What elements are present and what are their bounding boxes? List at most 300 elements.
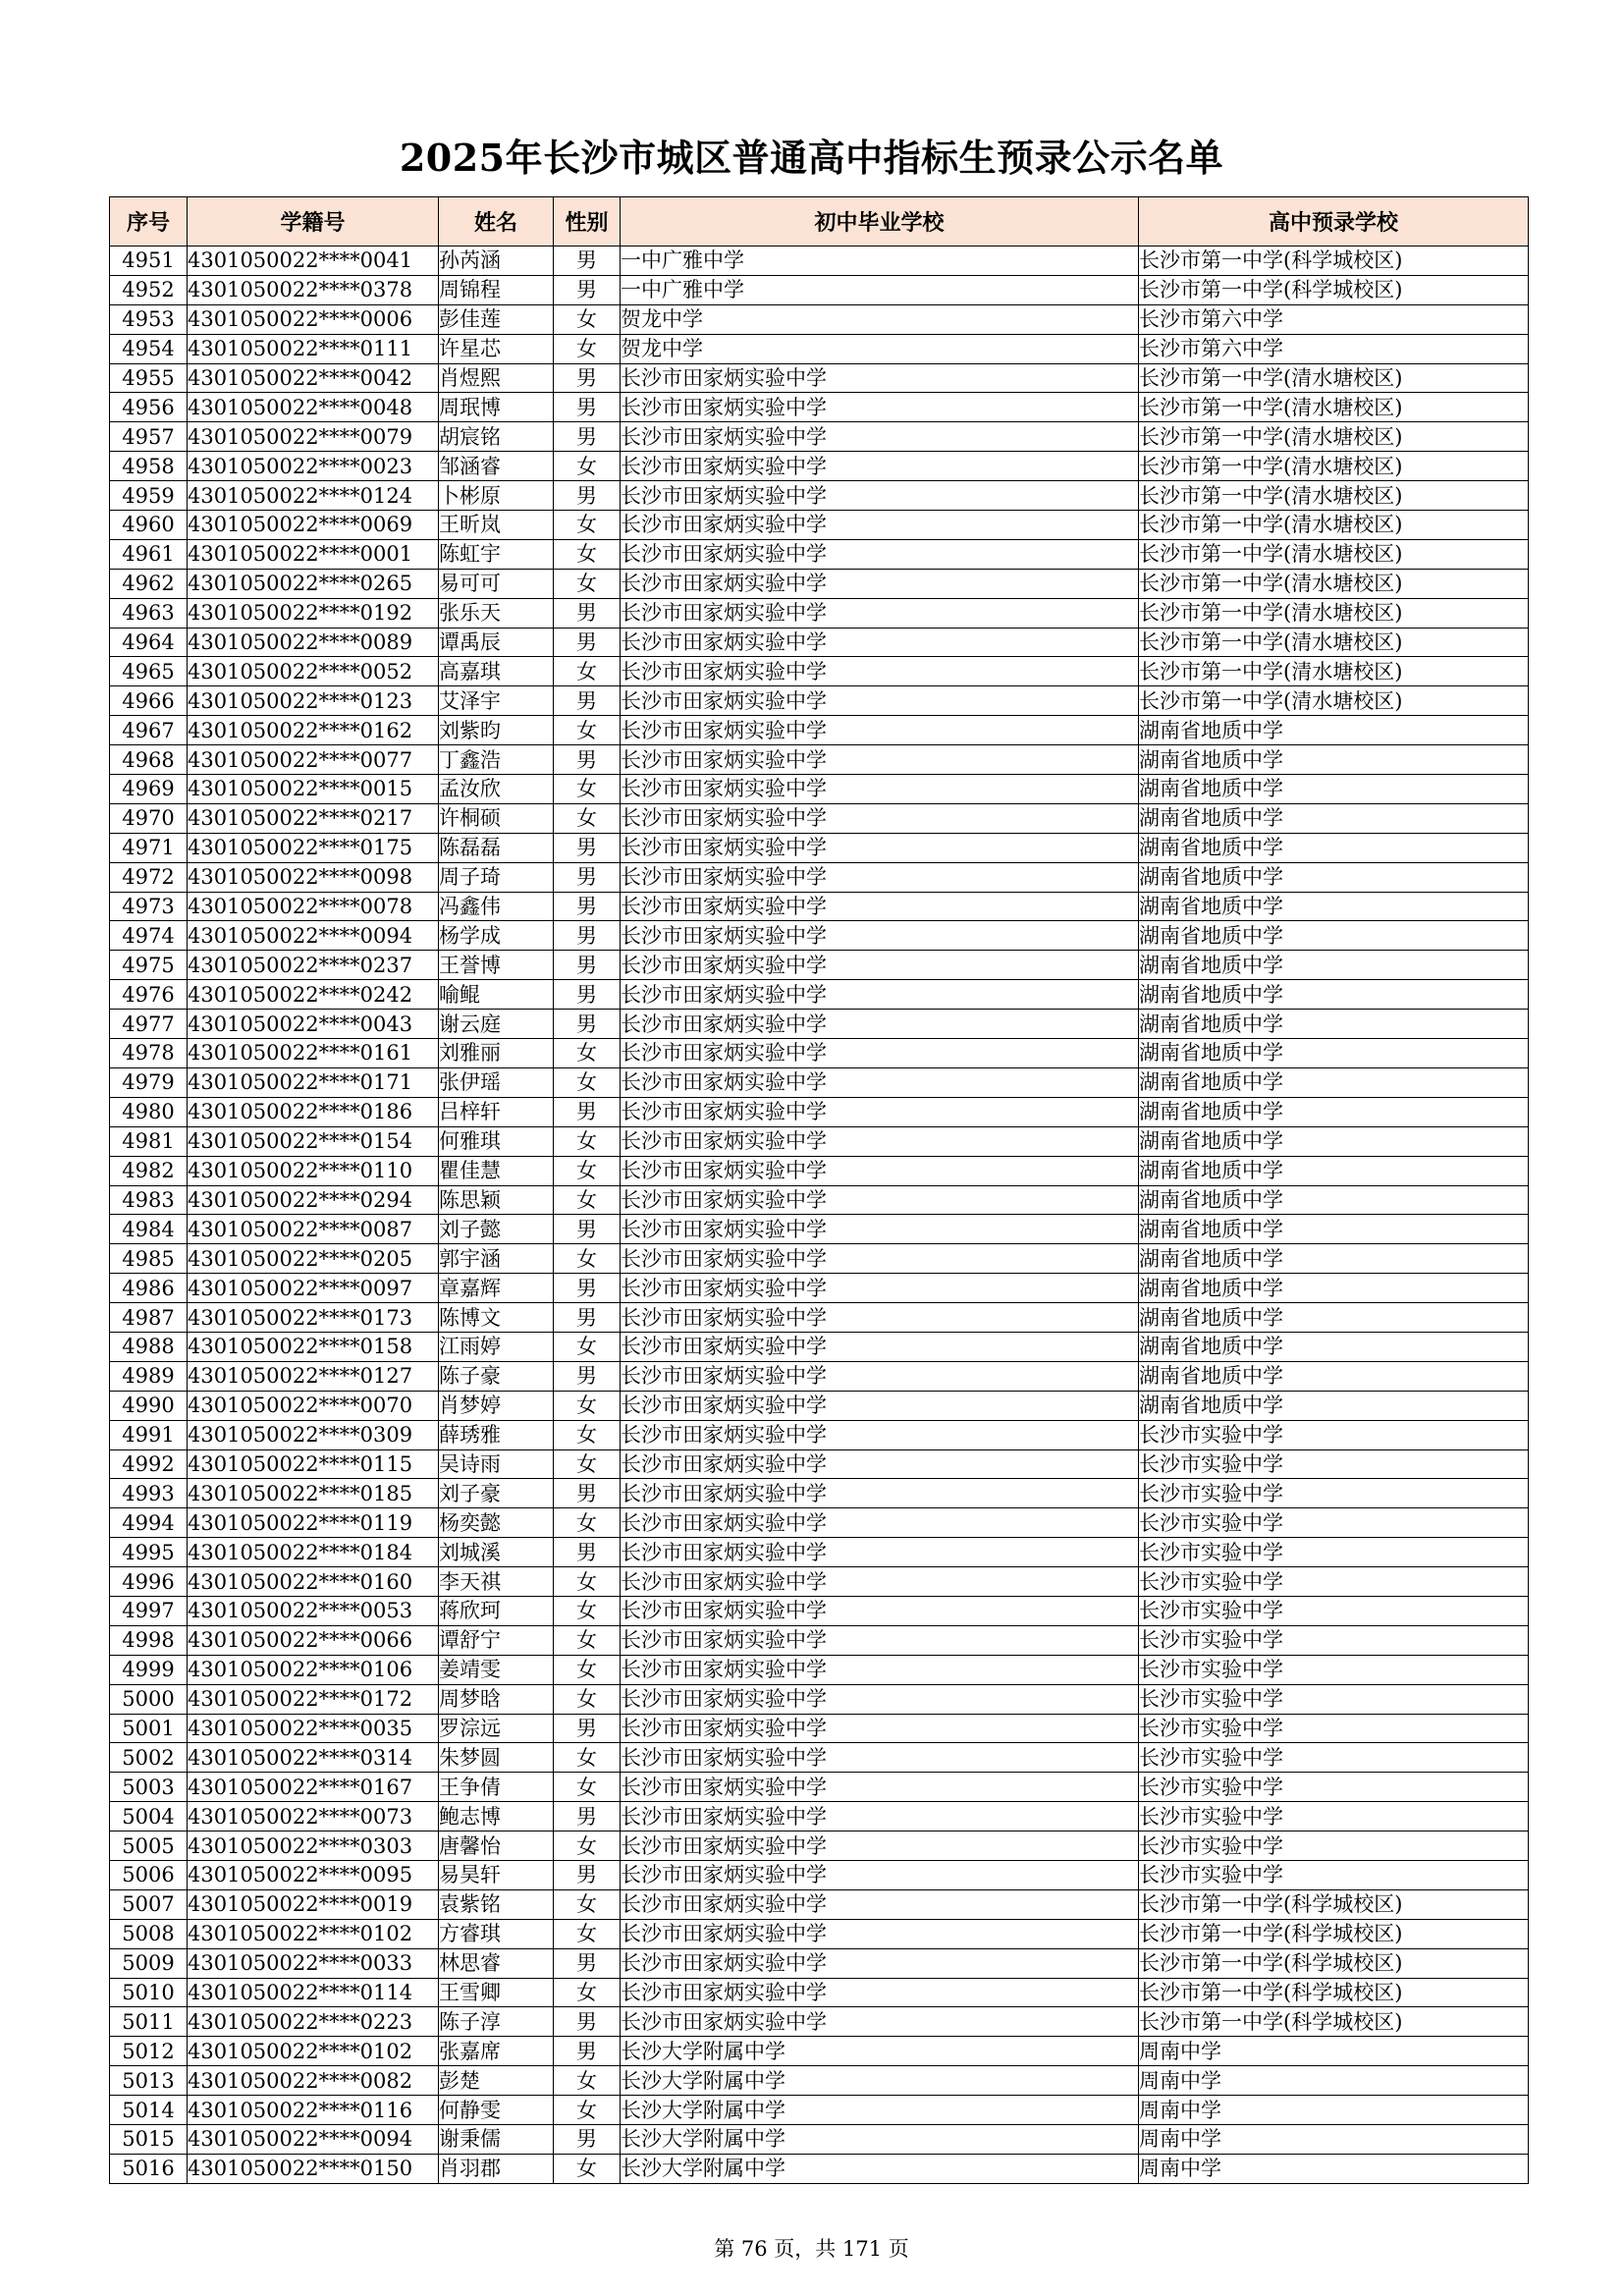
table-row	[110, 1449, 1529, 1479]
cell-high-school: 湖南省地质中学	[1139, 892, 1529, 921]
cell-student-id: 4301050022****0294	[188, 1185, 439, 1215]
cell-name: 陈子豪	[439, 1361, 554, 1391]
cell-middle-school: 长沙市田家炳实验中学	[621, 1773, 1139, 1802]
cell-name: 周珉博	[439, 393, 554, 422]
cell-seq: 4985	[110, 1244, 188, 1274]
cell-student-id: 4301050022****0079	[188, 422, 439, 452]
cell-student-id: 4301050022****0150	[188, 2154, 439, 2183]
cell-middle-school: 长沙市田家炳实验中学	[621, 628, 1139, 657]
cell-student-id: 4301050022****0111	[188, 334, 439, 363]
cell-student-id: 4301050022****0082	[188, 2066, 439, 2096]
cell-name: 鲍志博	[439, 1802, 554, 1831]
cell-middle-school: 长沙市田家炳实验中学	[621, 1831, 1139, 1861]
cell-student-id: 4301050022****0172	[188, 1684, 439, 1714]
cell-student-id: 4301050022****0127	[188, 1361, 439, 1391]
cell-student-id: 4301050022****0070	[188, 1391, 439, 1420]
cell-seq: 4954	[110, 334, 188, 363]
cell-gender: 男	[554, 363, 621, 393]
table-row	[110, 1067, 1529, 1097]
cell-name: 朱梦圆	[439, 1743, 554, 1773]
cell-seq: 4951	[110, 246, 188, 276]
cell-student-id: 4301050022****0124	[188, 481, 439, 511]
table-row	[110, 833, 1529, 862]
table-row	[110, 745, 1529, 775]
cell-gender: 男	[554, 1802, 621, 1831]
table-row	[110, 1215, 1529, 1244]
cell-high-school: 长沙市第一中学(科学城校区)	[1139, 1889, 1529, 1919]
table-row	[110, 1479, 1529, 1508]
cell-high-school: 湖南省地质中学	[1139, 921, 1529, 951]
cell-gender: 男	[554, 2007, 621, 2037]
cell-name: 艾泽宇	[439, 686, 554, 716]
cell-name: 谭舒宁	[439, 1625, 554, 1655]
cell-seq: 4955	[110, 363, 188, 393]
cell-student-id: 4301050022****0154	[188, 1126, 439, 1156]
cell-gender: 女	[554, 2154, 621, 2183]
cell-name: 刘紫昀	[439, 716, 554, 745]
cell-gender: 女	[554, 657, 621, 686]
cell-gender: 男	[554, 833, 621, 862]
cell-student-id: 4301050022****0098	[188, 862, 439, 892]
cell-gender: 女	[554, 1978, 621, 2007]
cell-seq: 5010	[110, 1978, 188, 2007]
cell-name: 周锦程	[439, 275, 554, 304]
cell-high-school: 长沙市第一中学(清水塘校区)	[1139, 481, 1529, 511]
cell-high-school: 长沙市第一中学(清水塘校区)	[1139, 686, 1529, 716]
cell-name: 罗淙远	[439, 1714, 554, 1743]
cell-seq: 4969	[110, 775, 188, 804]
cell-gender: 女	[554, 1567, 621, 1597]
cell-student-id: 4301050022****0123	[188, 686, 439, 716]
cell-seq: 5012	[110, 2037, 188, 2066]
cell-middle-school: 长沙市田家炳实验中学	[621, 452, 1139, 481]
cell-name: 谭禹辰	[439, 628, 554, 657]
cell-seq: 5013	[110, 2066, 188, 2096]
cell-gender: 男	[554, 2125, 621, 2155]
cell-student-id: 4301050022****0167	[188, 1773, 439, 1802]
cell-seq: 5009	[110, 1948, 188, 1978]
cell-student-id: 4301050022****0053	[188, 1596, 439, 1625]
cell-middle-school: 长沙市田家炳实验中学	[621, 363, 1139, 393]
cell-name: 薛琇雅	[439, 1420, 554, 1449]
cell-gender: 男	[554, 1538, 621, 1567]
cell-seq: 4994	[110, 1508, 188, 1538]
cell-name: 瞿佳慧	[439, 1156, 554, 1185]
cell-gender: 男	[554, 862, 621, 892]
cell-middle-school: 长沙市田家炳实验中学	[621, 1185, 1139, 1215]
cell-middle-school: 长沙市田家炳实验中学	[621, 716, 1139, 745]
table-row	[110, 1919, 1529, 1948]
cell-high-school: 湖南省地质中学	[1139, 951, 1529, 980]
cell-seq: 5011	[110, 2007, 188, 2037]
cell-middle-school: 一中广雅中学	[621, 246, 1139, 276]
header-gender: 性别	[554, 197, 621, 246]
cell-high-school: 湖南省地质中学	[1139, 745, 1529, 775]
cell-high-school: 湖南省地质中学	[1139, 1303, 1529, 1333]
cell-name: 冯鑫伟	[439, 892, 554, 921]
cell-name: 张嘉席	[439, 2037, 554, 2066]
cell-middle-school: 长沙市田家炳实验中学	[621, 1449, 1139, 1479]
cell-high-school: 湖南省地质中学	[1139, 716, 1529, 745]
cell-high-school: 长沙市第一中学(科学城校区)	[1139, 246, 1529, 276]
table-row	[110, 511, 1529, 540]
cell-student-id: 4301050022****0019	[188, 1889, 439, 1919]
cell-middle-school: 长沙市田家炳实验中学	[621, 1420, 1139, 1449]
cell-gender: 男	[554, 1479, 621, 1508]
cell-student-id: 4301050022****0116	[188, 2096, 439, 2125]
cell-gender: 女	[554, 569, 621, 598]
cell-high-school: 长沙市第一中学(清水塘校区)	[1139, 393, 1529, 422]
cell-middle-school: 长沙市田家炳实验中学	[621, 1596, 1139, 1625]
cell-high-school: 湖南省地质中学	[1139, 1185, 1529, 1215]
cell-gender: 女	[554, 1185, 621, 1215]
cell-high-school: 湖南省地质中学	[1139, 1067, 1529, 1097]
cell-name: 郭宇涵	[439, 1244, 554, 1274]
header-student-id: 学籍号	[188, 197, 439, 246]
cell-middle-school: 长沙市田家炳实验中学	[621, 1244, 1139, 1274]
cell-middle-school: 长沙市田家炳实验中学	[621, 598, 1139, 628]
cell-high-school: 长沙市第一中学(清水塘校区)	[1139, 452, 1529, 481]
cell-student-id: 4301050022****0114	[188, 1978, 439, 2007]
table-row	[110, 539, 1529, 569]
cell-middle-school: 长沙市田家炳实验中学	[621, 1978, 1139, 2007]
cell-gender: 女	[554, 1508, 621, 1538]
cell-seq: 5016	[110, 2154, 188, 2183]
cell-student-id: 4301050022****0303	[188, 1831, 439, 1861]
cell-student-id: 4301050022****0119	[188, 1508, 439, 1538]
cell-middle-school: 长沙市田家炳实验中学	[621, 1479, 1139, 1508]
cell-high-school: 长沙市第一中学(清水塘校区)	[1139, 363, 1529, 393]
cell-high-school: 长沙市第一中学(科学城校区)	[1139, 1948, 1529, 1978]
cell-seq: 4998	[110, 1625, 188, 1655]
cell-gender: 男	[554, 951, 621, 980]
header-seq: 序号	[110, 197, 188, 246]
table-row	[110, 275, 1529, 304]
table-row	[110, 1332, 1529, 1361]
table-body	[110, 246, 1529, 2184]
table-row	[110, 393, 1529, 422]
cell-seq: 4966	[110, 686, 188, 716]
cell-gender: 女	[554, 2066, 621, 2096]
cell-gender: 男	[554, 1010, 621, 1039]
cell-high-school: 长沙市实验中学	[1139, 1596, 1529, 1625]
table-row	[110, 422, 1529, 452]
cell-high-school: 湖南省地质中学	[1139, 1391, 1529, 1420]
cell-middle-school: 一中广雅中学	[621, 275, 1139, 304]
cell-middle-school: 长沙市田家炳实验中学	[621, 481, 1139, 511]
cell-high-school: 长沙市实验中学	[1139, 1420, 1529, 1449]
cell-middle-school: 长沙市田家炳实验中学	[621, 745, 1139, 775]
cell-gender: 女	[554, 1449, 621, 1479]
cell-gender: 男	[554, 481, 621, 511]
table-row	[110, 1420, 1529, 1449]
cell-seq: 4953	[110, 304, 188, 334]
cell-middle-school: 长沙市田家炳实验中学	[621, 1538, 1139, 1567]
cell-high-school: 长沙市实验中学	[1139, 1508, 1529, 1538]
table-row	[110, 980, 1529, 1010]
table-row	[110, 363, 1529, 393]
cell-middle-school: 长沙市田家炳实验中学	[621, 921, 1139, 951]
cell-seq: 4980	[110, 1097, 188, 1126]
cell-student-id: 4301050022****0077	[188, 745, 439, 775]
cell-gender: 女	[554, 1743, 621, 1773]
cell-middle-school: 长沙市田家炳实验中学	[621, 1714, 1139, 1743]
cell-seq: 4977	[110, 1010, 188, 1039]
cell-middle-school: 长沙市田家炳实验中学	[621, 1391, 1139, 1420]
cell-seq: 4983	[110, 1185, 188, 1215]
cell-name: 丁鑫浩	[439, 745, 554, 775]
cell-high-school: 长沙市实验中学	[1139, 1449, 1529, 1479]
cell-student-id: 4301050022****0048	[188, 393, 439, 422]
cell-name: 陈思颖	[439, 1185, 554, 1215]
cell-name: 孟汝欣	[439, 775, 554, 804]
cell-gender: 女	[554, 1391, 621, 1420]
cell-name: 喻鲲	[439, 980, 554, 1010]
cell-high-school: 长沙市第一中学(清水塘校区)	[1139, 511, 1529, 540]
cell-high-school: 长沙市实验中学	[1139, 1743, 1529, 1773]
cell-name: 林思睿	[439, 1948, 554, 1978]
cell-high-school: 长沙市第一中学(科学城校区)	[1139, 1978, 1529, 2007]
cell-gender: 男	[554, 275, 621, 304]
cell-name: 彭楚	[439, 2066, 554, 2096]
cell-student-id: 4301050022****0205	[188, 1244, 439, 1274]
cell-name: 易可可	[439, 569, 554, 598]
cell-middle-school: 长沙市田家炳实验中学	[621, 1919, 1139, 1948]
cell-gender: 男	[554, 393, 621, 422]
cell-seq: 4987	[110, 1303, 188, 1333]
cell-high-school: 湖南省地质中学	[1139, 1215, 1529, 1244]
table-row	[110, 2096, 1529, 2125]
cell-seq: 4970	[110, 803, 188, 833]
cell-middle-school: 长沙大学附属中学	[621, 2037, 1139, 2066]
cell-seq: 4976	[110, 980, 188, 1010]
cell-name: 何静雯	[439, 2096, 554, 2125]
cell-gender: 女	[554, 2096, 621, 2125]
table-row	[110, 334, 1529, 363]
cell-student-id: 4301050022****0041	[188, 246, 439, 276]
cell-middle-school: 长沙市田家炳实验中学	[621, 2007, 1139, 2037]
cell-gender: 女	[554, 1831, 621, 1861]
cell-student-id: 4301050022****0185	[188, 1479, 439, 1508]
cell-gender: 女	[554, 539, 621, 569]
cell-name: 刘城溪	[439, 1538, 554, 1567]
cell-gender: 女	[554, 304, 621, 334]
table-row	[110, 2066, 1529, 2096]
cell-name: 江雨婷	[439, 1332, 554, 1361]
cell-gender: 女	[554, 1332, 621, 1361]
table-row	[110, 1126, 1529, 1156]
table-row	[110, 246, 1529, 276]
table-row	[110, 598, 1529, 628]
cell-student-id: 4301050022****0052	[188, 657, 439, 686]
cell-name: 李天祺	[439, 1567, 554, 1597]
table-row	[110, 951, 1529, 980]
cell-middle-school: 长沙市田家炳实验中学	[621, 980, 1139, 1010]
table-row	[110, 1039, 1529, 1068]
cell-middle-school: 长沙市田家炳实验中学	[621, 1802, 1139, 1831]
cell-seq: 5003	[110, 1773, 188, 1802]
cell-high-school: 长沙市实验中学	[1139, 1860, 1529, 1889]
table-row	[110, 1978, 1529, 2007]
cell-high-school: 湖南省地质中学	[1139, 1126, 1529, 1156]
cell-student-id: 4301050022****0217	[188, 803, 439, 833]
cell-middle-school: 长沙市田家炳实验中学	[621, 1361, 1139, 1391]
cell-high-school: 长沙市第一中学(清水塘校区)	[1139, 657, 1529, 686]
cell-seq: 4999	[110, 1655, 188, 1684]
cell-name: 许星芯	[439, 334, 554, 363]
cell-name: 易昊轩	[439, 1860, 554, 1889]
table-row	[110, 2007, 1529, 2037]
cell-student-id: 4301050022****0162	[188, 716, 439, 745]
table-row	[110, 452, 1529, 481]
cell-student-id: 4301050022****0309	[188, 1420, 439, 1449]
cell-seq: 4974	[110, 921, 188, 951]
cell-student-id: 4301050022****0175	[188, 833, 439, 862]
cell-name: 姜靖雯	[439, 1655, 554, 1684]
table-row	[110, 1274, 1529, 1303]
cell-gender: 女	[554, 1684, 621, 1714]
cell-seq: 4960	[110, 511, 188, 540]
cell-name: 蒋欣珂	[439, 1596, 554, 1625]
cell-middle-school: 长沙市田家炳实验中学	[621, 686, 1139, 716]
cell-seq: 4964	[110, 628, 188, 657]
cell-name: 吕梓轩	[439, 1097, 554, 1126]
cell-seq: 4963	[110, 598, 188, 628]
page-title: 2025年长沙市城区普通高中指标生预录公示名单	[399, 136, 1224, 180]
cell-high-school: 周南中学	[1139, 2037, 1529, 2066]
cell-gender: 女	[554, 1625, 621, 1655]
cell-high-school: 长沙市实验中学	[1139, 1655, 1529, 1684]
table-row	[110, 1156, 1529, 1185]
cell-middle-school: 长沙市田家炳实验中学	[621, 1655, 1139, 1684]
cell-middle-school: 长沙市田家炳实验中学	[621, 393, 1139, 422]
header-middle-school: 初中毕业学校	[621, 197, 1139, 246]
cell-name: 袁紫铭	[439, 1889, 554, 1919]
table-row	[110, 1567, 1529, 1597]
table-row	[110, 1625, 1529, 1655]
cell-middle-school: 长沙市田家炳实验中学	[621, 775, 1139, 804]
cell-gender: 女	[554, 1655, 621, 1684]
cell-seq: 5004	[110, 1802, 188, 1831]
cell-name: 胡宸铭	[439, 422, 554, 452]
cell-name: 张伊瑶	[439, 1067, 554, 1097]
cell-seq: 4973	[110, 892, 188, 921]
table-row	[110, 1714, 1529, 1743]
cell-student-id: 4301050022****0102	[188, 1919, 439, 1948]
cell-gender: 男	[554, 2037, 621, 2066]
cell-seq: 4997	[110, 1596, 188, 1625]
cell-student-id: 4301050022****0035	[188, 1714, 439, 1743]
cell-name: 邹涵睿	[439, 452, 554, 481]
cell-middle-school: 长沙市田家炳实验中学	[621, 1097, 1139, 1126]
cell-student-id: 4301050022****0110	[188, 1156, 439, 1185]
cell-name: 刘子豪	[439, 1479, 554, 1508]
cell-gender: 男	[554, 422, 621, 452]
table-row	[110, 1508, 1529, 1538]
cell-gender: 女	[554, 716, 621, 745]
cell-high-school: 长沙市实验中学	[1139, 1479, 1529, 1508]
cell-student-id: 4301050022****0089	[188, 628, 439, 657]
table-row	[110, 1831, 1529, 1861]
cell-name: 孙芮涵	[439, 246, 554, 276]
cell-high-school: 长沙市实验中学	[1139, 1567, 1529, 1597]
cell-seq: 4952	[110, 275, 188, 304]
cell-student-id: 4301050022****0102	[188, 2037, 439, 2066]
cell-high-school: 长沙市第六中学	[1139, 334, 1529, 363]
cell-gender: 女	[554, 1596, 621, 1625]
cell-high-school: 湖南省地质中学	[1139, 1156, 1529, 1185]
cell-student-id: 4301050022****0237	[188, 951, 439, 980]
cell-gender: 男	[554, 1215, 621, 1244]
cell-seq: 4993	[110, 1479, 188, 1508]
cell-middle-school: 长沙市田家炳实验中学	[621, 1039, 1139, 1068]
cell-gender: 女	[554, 1039, 621, 1068]
page-footer: 第 76 页，共 171 页	[714, 2237, 909, 2261]
cell-student-id: 4301050022****0192	[188, 598, 439, 628]
cell-high-school: 长沙市第一中学(科学城校区)	[1139, 1919, 1529, 1948]
table-row	[110, 1244, 1529, 1274]
cell-seq: 4979	[110, 1067, 188, 1097]
table-row	[110, 657, 1529, 686]
cell-student-id: 4301050022****0015	[188, 775, 439, 804]
cell-gender: 女	[554, 334, 621, 363]
cell-gender: 女	[554, 1420, 621, 1449]
cell-student-id: 4301050022****0043	[188, 1010, 439, 1039]
cell-gender: 男	[554, 598, 621, 628]
cell-gender: 女	[554, 1889, 621, 1919]
cell-gender: 男	[554, 745, 621, 775]
cell-gender: 男	[554, 1097, 621, 1126]
cell-name: 谢云庭	[439, 1010, 554, 1039]
cell-high-school: 长沙市第一中学(清水塘校区)	[1139, 539, 1529, 569]
cell-seq: 5006	[110, 1860, 188, 1889]
cell-middle-school: 长沙大学附属中学	[621, 2066, 1139, 2096]
cell-middle-school: 长沙市田家炳实验中学	[621, 1156, 1139, 1185]
table-row	[110, 2154, 1529, 2183]
table-row	[110, 1596, 1529, 1625]
cell-high-school: 长沙市实验中学	[1139, 1773, 1529, 1802]
cell-gender: 男	[554, 1361, 621, 1391]
cell-high-school: 湖南省地质中学	[1139, 1244, 1529, 1274]
cell-seq: 4986	[110, 1274, 188, 1303]
cell-name: 刘子懿	[439, 1215, 554, 1244]
cell-seq: 4995	[110, 1538, 188, 1567]
cell-student-id: 4301050022****0171	[188, 1067, 439, 1097]
cell-seq: 5005	[110, 1831, 188, 1861]
cell-student-id: 4301050022****0078	[188, 892, 439, 921]
cell-student-id: 4301050022****0173	[188, 1303, 439, 1333]
cell-middle-school: 长沙市田家炳实验中学	[621, 422, 1139, 452]
cell-middle-school: 长沙市田家炳实验中学	[621, 1126, 1139, 1156]
cell-high-school: 湖南省地质中学	[1139, 980, 1529, 1010]
cell-student-id: 4301050022****0006	[188, 304, 439, 334]
cell-middle-school: 长沙市田家炳实验中学	[621, 539, 1139, 569]
cell-high-school: 湖南省地质中学	[1139, 775, 1529, 804]
cell-high-school: 长沙市第一中学(清水塘校区)	[1139, 569, 1529, 598]
cell-student-id: 4301050022****0115	[188, 1449, 439, 1479]
cell-name: 王争倩	[439, 1773, 554, 1802]
cell-name: 陈博文	[439, 1303, 554, 1333]
cell-seq: 5008	[110, 1919, 188, 1948]
cell-seq: 4957	[110, 422, 188, 452]
cell-middle-school: 贺龙中学	[621, 304, 1139, 334]
cell-middle-school: 长沙市田家炳实验中学	[621, 1303, 1139, 1333]
cell-gender: 男	[554, 1714, 621, 1743]
cell-high-school: 湖南省地质中学	[1139, 1097, 1529, 1126]
cell-middle-school: 长沙市田家炳实验中学	[621, 1743, 1139, 1773]
cell-name: 肖羽郡	[439, 2154, 554, 2183]
table-row	[110, 304, 1529, 334]
